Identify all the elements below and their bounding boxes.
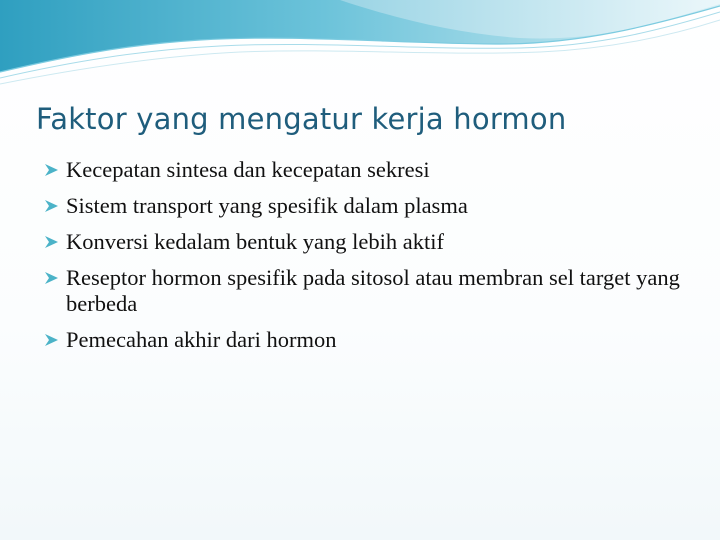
bullet-text: Reseptor hormon spesifik pada sitosol atau membran sel target yang berbeda	[66, 265, 680, 316]
bullet-list	[44, 157, 694, 363]
header-wave-decoration	[0, 0, 720, 90]
bullet-text: Kecepatan sintesa dan kecepatan sekresi	[66, 157, 430, 182]
bullet-item	[44, 157, 694, 183]
bullet-text: Sistem transport yang spesifik dalam plasma	[66, 193, 468, 218]
bullet-text: Pemecahan akhir dari hormon	[66, 327, 337, 352]
triangle-bullet-icon	[44, 271, 60, 285]
bullet-item	[44, 327, 694, 353]
bullet-item	[44, 265, 694, 317]
bullet-item	[44, 229, 694, 255]
bullet-text: Konversi kedalam bentuk yang lebih aktif	[66, 229, 445, 254]
triangle-bullet-icon	[44, 199, 60, 213]
triangle-bullet-icon	[44, 163, 60, 177]
triangle-bullet-icon	[44, 235, 60, 249]
triangle-bullet-icon	[44, 333, 60, 347]
bullet-item	[44, 193, 694, 219]
slide-title: Faktor yang mengatur kerja hormon	[36, 102, 567, 136]
